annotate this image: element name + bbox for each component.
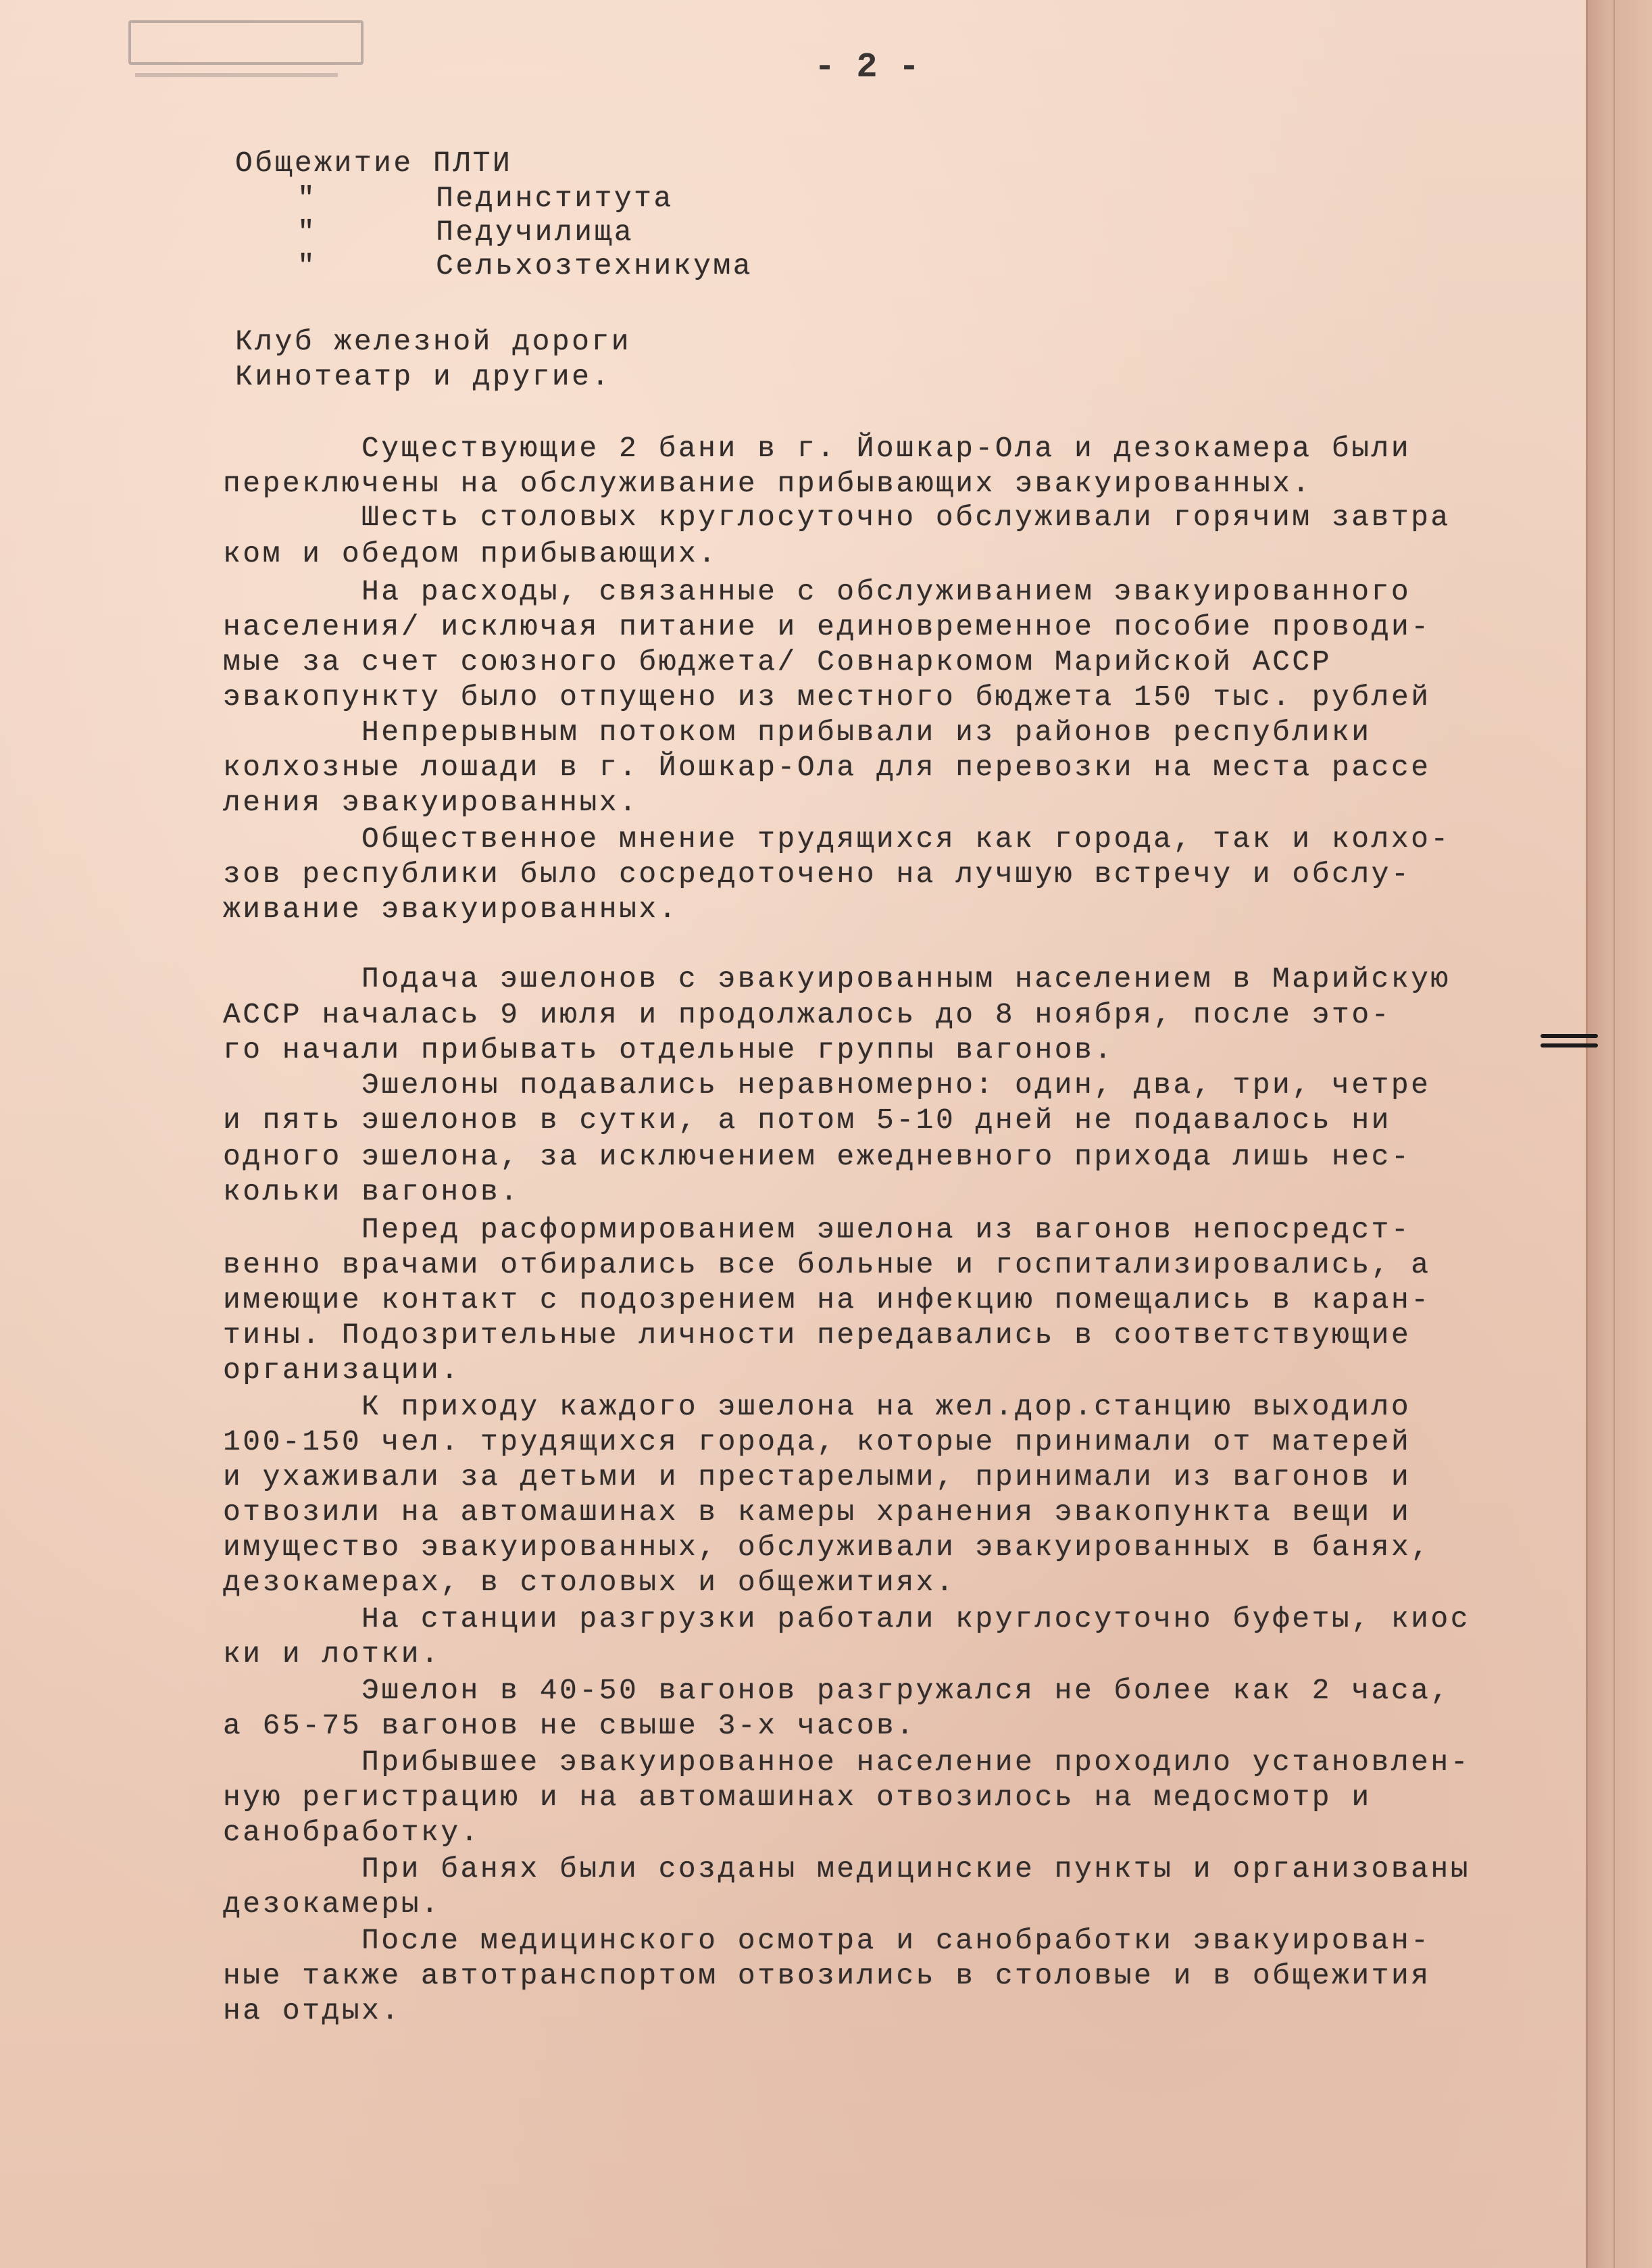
text-line: Подача эшелонов с эвакуированным населением в Марийскую [361,962,1451,995]
text-line: На станции разгрузки работали круглосуточно буфеты, киос [361,1602,1471,1635]
text-line: " Педучилища [297,216,634,249]
page-edge-line [1613,0,1615,2268]
stamp-underline [135,73,338,77]
text-line: организации. [223,1354,461,1387]
text-line: " Сельхозтехникума [297,249,753,282]
text-line: Шесть столовых круглосуточно обслуживали горячим завтра [361,501,1451,534]
text-line: Эшелон в 40-50 вагонов разгружался не более как 2 часа, [361,1674,1451,1707]
text-line: венно врачами отбирались все больные и госпитализировались, а [223,1248,1431,1281]
text-line: Существующие 2 бани в г. Йошкар-Ола и дезокамера были [361,432,1411,465]
text-line: На расходы, связанные с обслуживанием эвакуированного [361,575,1411,608]
text-line: живание эвакуированных. [223,893,678,926]
text-line: имеющие контакт с подозрением на инфекцию помещались в каран- [223,1283,1431,1316]
text-line: кольки вагонов. [223,1175,520,1208]
text-line: тины. Подозрительные личности передавались в соответствующие [223,1318,1411,1352]
text-line: имущество эвакуированных, обслуживали эвакуированных в банях, [223,1531,1431,1564]
text-line: При банях были созданы медицинские пункты и организованы [361,1852,1471,1885]
page-number: - 2 - [814,47,920,87]
text-line: эвакопункту было отпущено из местного бюджета 150 тыс. рублей [223,681,1431,714]
text-line: го начали прибывать отдельные группы вагонов. [223,1033,1114,1066]
text-line: на отдых. [223,1994,401,2027]
text-line: ки и лотки. [223,1637,441,1671]
text-line: Кинотеатр и другие. [235,360,611,393]
text-line: и ухаживали за детьми и престарелыми, принимали из вагонов и [223,1460,1411,1494]
text-line: " Пединститута [297,182,674,215]
text-line: Непрерывным потоком прибывали из районов республики [361,716,1372,749]
text-line: населения/ исключая питание и единовременное пособие проводи- [223,610,1431,643]
text-line: Прибывшее эвакуированное население проходило установлен- [361,1746,1471,1779]
text-line: АССР началась 9 июля и продолжалось до 8 ноября, после это- [223,998,1391,1031]
text-line: отвозили на автомашинах в камеры хранения эвакопункта вещи и [223,1496,1411,1529]
text-line: дезокамеры. [223,1888,441,1921]
text-line: а 65-75 вагонов не свыше 3-х часов. [223,1709,916,1742]
text-line: Эшелоны подавались неравномерно: один, два, три, четре [361,1068,1431,1102]
text-line: санобработку. [223,1816,480,1849]
archive-stamp [128,20,364,65]
text-line: и пять эшелонов в сутки, а потом 5-10 дней не подавалось ни [223,1104,1391,1137]
text-line: ком и обедом прибывающих. [223,537,718,570]
text-line: Общественное мнение трудящихся как города, так и колхо- [361,822,1451,856]
text-line: одного эшелона, за исключением ежедневного прихода лишь нес- [223,1140,1411,1173]
text-line: ления эвакуированных. [223,786,639,819]
text-line: зов республики было сосредоточено на лучшую встречу и обслу- [223,858,1411,891]
text-line: ные также автотранспортом отвозились в столовые и в общежития [223,1959,1431,1992]
text-line: колхозные лошади в г. Йошкар-Ола для перевозки на места рассе [223,751,1431,784]
text-line: мые за счет союзного бюджета/ Совнаркомом Марийской АССР [223,645,1332,679]
text-line: ную регистрацию и на автомашинах отвозилось на медосмотр и [223,1781,1372,1814]
page-edge [1586,0,1652,2268]
text-line: Общежитие ПЛТИ [235,147,513,180]
text-line: дезокамерах, в столовых и общежитиях. [223,1566,956,1599]
text-line: переключены на обслуживание прибывающих эвакуированных. [223,467,1312,500]
text-line: После медицинского осмотра и санобработки эвакуирован- [361,1924,1431,1957]
text-line: Перед расформированием эшелона из вагонов непосредст- [361,1213,1411,1246]
text-line: 100-150 чел. трудящихся города, которые принимали от матерей [223,1425,1411,1458]
binding-thread [1541,1033,1598,1053]
text-line: К приходу каждого эшелона на жел.дор.станцию выходило [361,1390,1411,1423]
text-line: Клуб железной дороги [235,325,632,358]
